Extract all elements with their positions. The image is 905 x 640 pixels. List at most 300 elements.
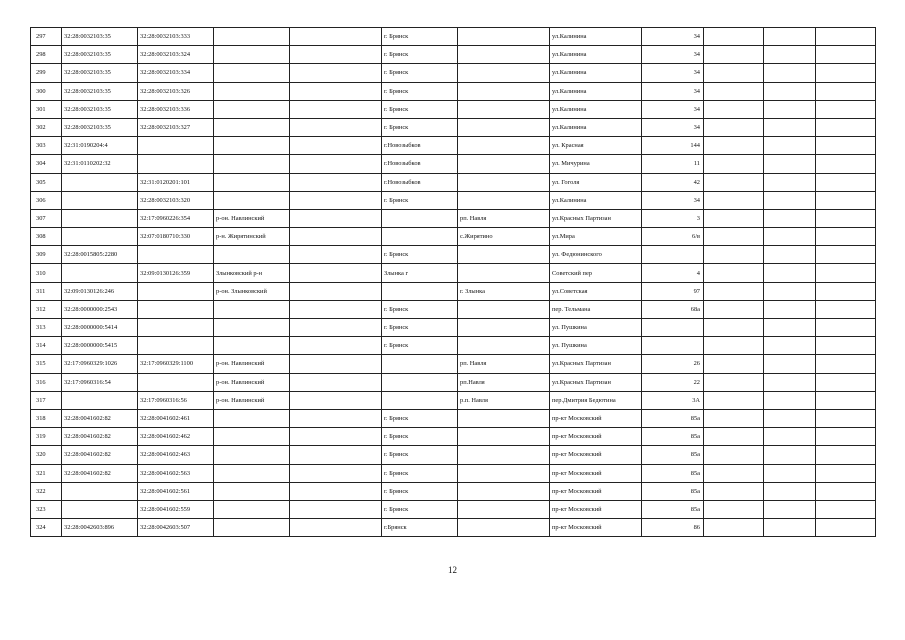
cell-row-number: 304	[31, 155, 62, 173]
cell-extra-col-2	[764, 100, 816, 118]
cell-locality	[458, 191, 550, 209]
cell-extra-col-1	[704, 428, 764, 446]
cell-extra-col-3	[816, 118, 876, 136]
cell-object-cadastral-number: 32:28:0041602:563	[138, 464, 214, 482]
table-row	[31, 155, 876, 173]
cell-locality	[458, 300, 550, 318]
cell-house-number: 34	[642, 46, 704, 64]
cell-extra-col-2	[764, 337, 816, 355]
cell-extra-col-1	[704, 246, 764, 264]
cell-settlement-type	[290, 64, 382, 82]
cell-street: ул.Калинина	[550, 118, 642, 136]
cell-house-number: 85а	[642, 446, 704, 464]
cell-district: р-н. Жирятинский	[214, 228, 290, 246]
cell-row-number: 310	[31, 264, 62, 282]
cell-street: пр-кт Московский	[550, 409, 642, 427]
table-row	[31, 482, 876, 500]
cell-settlement-type	[290, 428, 382, 446]
cell-extra-col-3	[816, 246, 876, 264]
cell-extra-col-3	[816, 409, 876, 427]
cell-settlement-type	[290, 519, 382, 537]
cell-extra-col-1	[704, 337, 764, 355]
cell-extra-col-3	[816, 337, 876, 355]
cell-extra-col-1	[704, 264, 764, 282]
cell-extra-col-1	[704, 100, 764, 118]
cell-row-number: 318	[31, 409, 62, 427]
cell-cadastral-number: 32:28:0041602:82	[62, 428, 138, 446]
cell-house-number	[642, 246, 704, 264]
cell-extra-col-1	[704, 173, 764, 191]
cell-object-cadastral-number: 32:28:0042603:507	[138, 519, 214, 537]
cell-extra-col-2	[764, 264, 816, 282]
cell-city	[382, 228, 458, 246]
cell-street: ул.Красных Партизан	[550, 373, 642, 391]
cell-street: пр-кт Московский	[550, 464, 642, 482]
cell-locality	[458, 118, 550, 136]
cell-street: ул. Мичурина	[550, 155, 642, 173]
cell-extra-col-2	[764, 191, 816, 209]
cell-extra-col-1	[704, 82, 764, 100]
cell-district	[214, 173, 290, 191]
cell-street: ул.Советская	[550, 282, 642, 300]
cell-district	[214, 500, 290, 518]
cell-city: г. Брянск	[382, 46, 458, 64]
cell-extra-col-3	[816, 464, 876, 482]
cell-cadastral-number: 32:28:0000000:2543	[62, 300, 138, 318]
cell-object-cadastral-number	[138, 319, 214, 337]
table-row	[31, 46, 876, 64]
cell-row-number: 317	[31, 391, 62, 409]
cell-object-cadastral-number: 32:28:0041602:461	[138, 409, 214, 427]
cell-locality	[458, 100, 550, 118]
table-row	[31, 28, 876, 46]
cell-street: ул. Федюнинского	[550, 246, 642, 264]
cell-street: пр-кт Московский	[550, 500, 642, 518]
cell-settlement-type	[290, 155, 382, 173]
cell-locality: р.п. Навля	[458, 391, 550, 409]
cell-district	[214, 246, 290, 264]
cell-cadastral-number	[62, 391, 138, 409]
cell-settlement-type	[290, 337, 382, 355]
cell-extra-col-3	[816, 500, 876, 518]
cell-extra-col-3	[816, 519, 876, 537]
cell-house-number: 34	[642, 100, 704, 118]
cell-district	[214, 137, 290, 155]
cell-locality	[458, 173, 550, 191]
cell-cadastral-number: 32:17:0960316:54	[62, 373, 138, 391]
table-row	[31, 373, 876, 391]
cell-extra-col-1	[704, 446, 764, 464]
cell-extra-col-2	[764, 118, 816, 136]
cell-cadastral-number: 32:28:0032103:35	[62, 82, 138, 100]
cell-district	[214, 428, 290, 446]
cell-extra-col-2	[764, 246, 816, 264]
cell-extra-col-3	[816, 428, 876, 446]
table-body	[31, 28, 876, 537]
cell-cadastral-number: 32:28:0000000:5415	[62, 337, 138, 355]
cell-district	[214, 155, 290, 173]
cell-extra-col-1	[704, 191, 764, 209]
cell-row-number: 322	[31, 482, 62, 500]
cell-settlement-type	[290, 46, 382, 64]
table-row	[31, 409, 876, 427]
cell-extra-col-1	[704, 282, 764, 300]
property-register-table	[30, 27, 876, 537]
table-row	[31, 319, 876, 337]
cell-row-number: 299	[31, 64, 62, 82]
cell-row-number: 301	[31, 100, 62, 118]
cell-street: ул. Пушкина	[550, 337, 642, 355]
table-row	[31, 191, 876, 209]
cell-street: пр-кт Московский	[550, 428, 642, 446]
cell-city: Злынка г	[382, 264, 458, 282]
cell-settlement-type	[290, 282, 382, 300]
cell-extra-col-3	[816, 100, 876, 118]
cell-cadastral-number	[62, 191, 138, 209]
cell-district	[214, 409, 290, 427]
cell-district	[214, 519, 290, 537]
cell-street: ул.Калинина	[550, 100, 642, 118]
cell-extra-col-3	[816, 46, 876, 64]
cell-city: г. Брянск	[382, 500, 458, 518]
cell-house-number: 6/в	[642, 228, 704, 246]
cell-house-number: 86	[642, 519, 704, 537]
cell-district	[214, 464, 290, 482]
cell-district: Злынковский р-н	[214, 264, 290, 282]
cell-locality	[458, 137, 550, 155]
cell-extra-col-2	[764, 282, 816, 300]
cell-locality	[458, 246, 550, 264]
cell-house-number: 97	[642, 282, 704, 300]
cell-district: р-он. Навлинский	[214, 391, 290, 409]
cell-object-cadastral-number: 32:28:0032103:334	[138, 64, 214, 82]
table-row	[31, 519, 876, 537]
cell-settlement-type	[290, 246, 382, 264]
cell-city: г. Брянск	[382, 82, 458, 100]
cell-cadastral-number	[62, 173, 138, 191]
cell-extra-col-3	[816, 391, 876, 409]
cell-object-cadastral-number: 32:09:0130126:359	[138, 264, 214, 282]
cell-cadastral-number	[62, 482, 138, 500]
cell-object-cadastral-number: 32:28:0041602:462	[138, 428, 214, 446]
table-row	[31, 282, 876, 300]
cell-extra-col-3	[816, 64, 876, 82]
cell-locality	[458, 482, 550, 500]
cell-object-cadastral-number	[138, 155, 214, 173]
cell-city: г. Брянск	[382, 246, 458, 264]
cell-cadastral-number: 32:28:0032103:35	[62, 118, 138, 136]
cell-house-number: 26	[642, 355, 704, 373]
cell-street: ул. Красная	[550, 137, 642, 155]
cell-extra-col-1	[704, 482, 764, 500]
cell-cadastral-number: 32:28:0041602:82	[62, 446, 138, 464]
cell-district	[214, 28, 290, 46]
cell-extra-col-1	[704, 228, 764, 246]
cell-locality	[458, 64, 550, 82]
cell-street: ул.Калинина	[550, 28, 642, 46]
cell-district	[214, 482, 290, 500]
cell-extra-col-2	[764, 446, 816, 464]
cell-extra-col-1	[704, 391, 764, 409]
cell-locality: рп. Навля	[458, 209, 550, 227]
cell-extra-col-2	[764, 209, 816, 227]
cell-house-number: 34	[642, 64, 704, 82]
cell-street: Советский пер	[550, 264, 642, 282]
cell-street: ул.Калинина	[550, 82, 642, 100]
cell-cadastral-number	[62, 228, 138, 246]
cell-row-number: 311	[31, 282, 62, 300]
cell-row-number: 316	[31, 373, 62, 391]
cell-city	[382, 373, 458, 391]
cell-city: г.Новозыбков	[382, 137, 458, 155]
cell-city: г.Новозыбков	[382, 155, 458, 173]
cell-extra-col-3	[816, 282, 876, 300]
cell-extra-col-1	[704, 519, 764, 537]
cell-cadastral-number: 32:28:0000000:5414	[62, 319, 138, 337]
cell-extra-col-2	[764, 46, 816, 64]
cell-cadastral-number: 32:28:0041602:82	[62, 409, 138, 427]
cell-cadastral-number	[62, 209, 138, 227]
cell-locality	[458, 519, 550, 537]
cell-house-number: 68а	[642, 300, 704, 318]
cell-city	[382, 391, 458, 409]
cell-extra-col-2	[764, 500, 816, 518]
table-row	[31, 82, 876, 100]
cell-locality	[458, 409, 550, 427]
cell-row-number: 321	[31, 464, 62, 482]
cell-settlement-type	[290, 100, 382, 118]
cell-extra-col-3	[816, 355, 876, 373]
cell-extra-col-3	[816, 228, 876, 246]
cell-cadastral-number: 32:28:0032103:35	[62, 100, 138, 118]
cell-extra-col-1	[704, 28, 764, 46]
cell-cadastral-number: 32:31:0110202:32	[62, 155, 138, 173]
cell-extra-col-2	[764, 319, 816, 337]
cell-settlement-type	[290, 319, 382, 337]
cell-object-cadastral-number: 32:17:0960226:354	[138, 209, 214, 227]
cell-row-number: 320	[31, 446, 62, 464]
cell-extra-col-2	[764, 482, 816, 500]
cell-city: г. Брянск	[382, 482, 458, 500]
cell-row-number: 309	[31, 246, 62, 264]
cell-extra-col-3	[816, 209, 876, 227]
cell-object-cadastral-number: 32:28:0032103:320	[138, 191, 214, 209]
cell-cadastral-number: 32:31:0190204:4	[62, 137, 138, 155]
cell-street: пр-кт Московский	[550, 519, 642, 537]
cell-locality: рп.Навля	[458, 373, 550, 391]
cell-extra-col-3	[816, 300, 876, 318]
cell-settlement-type	[290, 482, 382, 500]
cell-city: г. Брянск	[382, 446, 458, 464]
table-row	[31, 246, 876, 264]
cell-street: пер.Дмитрия Бедютина	[550, 391, 642, 409]
cell-cadastral-number: 32:28:0015805:2280	[62, 246, 138, 264]
cell-row-number: 297	[31, 28, 62, 46]
cell-house-number: 34	[642, 191, 704, 209]
cell-city: г. Брянск	[382, 337, 458, 355]
cell-object-cadastral-number: 32:28:0032103:336	[138, 100, 214, 118]
cell-city: г. Брянск	[382, 300, 458, 318]
cell-house-number	[642, 337, 704, 355]
table-row	[31, 64, 876, 82]
cell-extra-col-3	[816, 137, 876, 155]
cell-extra-col-3	[816, 155, 876, 173]
cell-city: г. Брянск	[382, 409, 458, 427]
cell-city: г. Брянск	[382, 64, 458, 82]
cell-cadastral-number	[62, 500, 138, 518]
cell-extra-col-3	[816, 191, 876, 209]
cell-extra-col-2	[764, 519, 816, 537]
cell-object-cadastral-number	[138, 282, 214, 300]
cell-object-cadastral-number: 32:28:0041602:463	[138, 446, 214, 464]
cell-district: р-он. Навлинский	[214, 373, 290, 391]
cell-settlement-type	[290, 209, 382, 227]
cell-extra-col-2	[764, 137, 816, 155]
cell-locality: рп. Навля	[458, 355, 550, 373]
cell-street: ул.Красных Партизан	[550, 209, 642, 227]
cell-extra-col-3	[816, 373, 876, 391]
cell-locality	[458, 82, 550, 100]
cell-house-number: 144	[642, 137, 704, 155]
cell-settlement-type	[290, 82, 382, 100]
cell-settlement-type	[290, 228, 382, 246]
cell-extra-col-1	[704, 64, 764, 82]
table-row	[31, 173, 876, 191]
table-row	[31, 118, 876, 136]
cell-extra-col-3	[816, 319, 876, 337]
cell-street: пр-кт Московский	[550, 482, 642, 500]
cell-district	[214, 64, 290, 82]
cell-settlement-type	[290, 173, 382, 191]
cell-extra-col-2	[764, 28, 816, 46]
cell-row-number: 303	[31, 137, 62, 155]
cell-locality	[458, 319, 550, 337]
cell-district: р-он. Навлинский	[214, 209, 290, 227]
cell-street: ул.Калинина	[550, 191, 642, 209]
cell-district	[214, 300, 290, 318]
table-row	[31, 209, 876, 227]
cell-house-number: 22	[642, 373, 704, 391]
table-row	[31, 446, 876, 464]
cell-street: пер. Тельмана	[550, 300, 642, 318]
table-row	[31, 264, 876, 282]
cell-object-cadastral-number	[138, 137, 214, 155]
cell-extra-col-2	[764, 391, 816, 409]
cell-house-number	[642, 319, 704, 337]
cell-cadastral-number: 32:09:0130126:246	[62, 282, 138, 300]
cell-extra-col-2	[764, 64, 816, 82]
cell-district	[214, 446, 290, 464]
cell-house-number: 85а	[642, 500, 704, 518]
cell-object-cadastral-number	[138, 373, 214, 391]
cell-row-number: 314	[31, 337, 62, 355]
cell-house-number: 85а	[642, 464, 704, 482]
cell-extra-col-2	[764, 409, 816, 427]
cell-house-number: 34	[642, 28, 704, 46]
cell-extra-col-1	[704, 46, 764, 64]
cell-settlement-type	[290, 264, 382, 282]
cell-row-number: 305	[31, 173, 62, 191]
cell-extra-col-1	[704, 118, 764, 136]
cell-settlement-type	[290, 118, 382, 136]
cell-house-number: 4	[642, 264, 704, 282]
cell-object-cadastral-number	[138, 337, 214, 355]
cell-extra-col-2	[764, 355, 816, 373]
cell-city: г. Брянск	[382, 464, 458, 482]
cell-row-number: 307	[31, 209, 62, 227]
cell-street: ул.Калинина	[550, 64, 642, 82]
cell-cadastral-number: 32:28:0032103:35	[62, 64, 138, 82]
cell-cadastral-number: 32:28:0042603:896	[62, 519, 138, 537]
cell-extra-col-1	[704, 373, 764, 391]
cell-object-cadastral-number: 32:17:0960329:1100	[138, 355, 214, 373]
cell-district	[214, 191, 290, 209]
cell-cadastral-number: 32:17:0960329:1026	[62, 355, 138, 373]
cell-house-number: 85а	[642, 428, 704, 446]
cell-extra-col-2	[764, 300, 816, 318]
cell-settlement-type	[290, 373, 382, 391]
cell-district	[214, 100, 290, 118]
cell-district	[214, 319, 290, 337]
table-row	[31, 137, 876, 155]
cell-house-number: 85а	[642, 482, 704, 500]
cell-extra-col-1	[704, 137, 764, 155]
cell-extra-col-3	[816, 82, 876, 100]
cell-row-number: 319	[31, 428, 62, 446]
cell-city: г.Брянск	[382, 519, 458, 537]
cell-street: ул. Гоголя	[550, 173, 642, 191]
cell-row-number: 313	[31, 319, 62, 337]
table-row	[31, 355, 876, 373]
cell-settlement-type	[290, 464, 382, 482]
page-number: 12	[448, 565, 457, 575]
cell-house-number: 34	[642, 82, 704, 100]
cell-house-number: 3	[642, 209, 704, 227]
cell-district	[214, 46, 290, 64]
cell-locality	[458, 337, 550, 355]
cell-row-number: 312	[31, 300, 62, 318]
cell-cadastral-number: 32:28:0032103:35	[62, 46, 138, 64]
cell-locality: г. Злынка	[458, 282, 550, 300]
cell-extra-col-3	[816, 264, 876, 282]
cell-extra-col-2	[764, 464, 816, 482]
cell-street: ул.Калинина	[550, 46, 642, 64]
cell-object-cadastral-number: 32:28:0041602:561	[138, 482, 214, 500]
cell-city	[382, 355, 458, 373]
cell-object-cadastral-number: 32:17:0960316:56	[138, 391, 214, 409]
cell-row-number: 306	[31, 191, 62, 209]
cell-settlement-type	[290, 300, 382, 318]
cell-extra-col-2	[764, 428, 816, 446]
cell-settlement-type	[290, 191, 382, 209]
cell-district	[214, 82, 290, 100]
cell-object-cadastral-number: 32:28:0032103:333	[138, 28, 214, 46]
cell-object-cadastral-number: 32:07:0180710:330	[138, 228, 214, 246]
cell-city: г.Новозыбков	[382, 173, 458, 191]
cell-extra-col-1	[704, 355, 764, 373]
table-row	[31, 337, 876, 355]
cell-object-cadastral-number: 32:28:0041602:559	[138, 500, 214, 518]
cell-locality	[458, 500, 550, 518]
cell-extra-col-2	[764, 373, 816, 391]
cell-locality	[458, 464, 550, 482]
cell-house-number: 85а	[642, 409, 704, 427]
cell-street: ул.Красных Партизан	[550, 355, 642, 373]
cell-object-cadastral-number: 32:28:0032103:327	[138, 118, 214, 136]
cell-extra-col-2	[764, 155, 816, 173]
cell-cadastral-number: 32:28:0041602:82	[62, 464, 138, 482]
cell-locality	[458, 28, 550, 46]
